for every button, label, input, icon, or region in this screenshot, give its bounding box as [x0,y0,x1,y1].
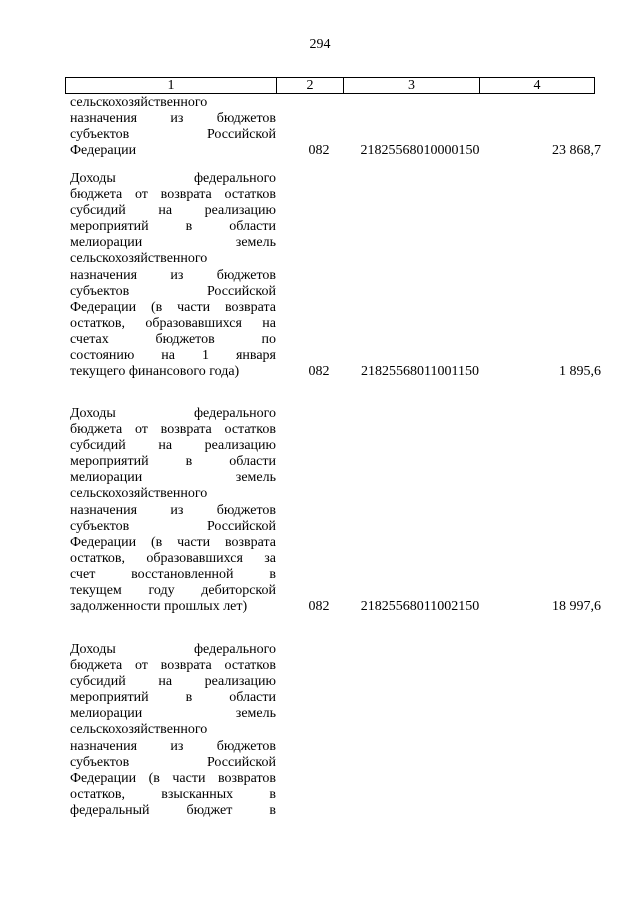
description-line: текущем году дебиторской [70,583,276,599]
description-line: счет восстановленной в [70,566,276,582]
row-description [70,171,276,380]
row-admin-code: 082 [308,599,330,615]
row-description [70,642,276,819]
description-line: Доходы федерального [70,642,276,657]
description-line: мероприятий в области [70,690,276,706]
description-line: счетах бюджетов по [70,331,276,347]
row-admin-code: 082 [308,364,330,380]
description-line: мероприятий в области [70,454,276,470]
description-line: назначения из бюджетов [70,738,276,754]
column-1-header: 1 [66,78,277,94]
column-3-header: 3 [344,78,480,94]
description-line: сельскохозяйственного [70,486,208,502]
description-line: Федерации (в части возврата [70,299,276,315]
row-kbk-code: 21825568011001150 [361,364,479,380]
column-4-header: 4 [480,78,595,94]
row-amount: 18 997,6 [552,599,601,615]
description-line: субъектов Российской [70,518,276,534]
description-line: федеральный бюджет в [70,802,276,818]
description-line: Доходы федерального [70,171,276,186]
description-line: бюджета от возврата остатков [70,658,276,674]
description-line: субсидий на реализацию [70,203,276,219]
description-line: мелиорации земель [70,706,276,722]
table-header [65,77,595,94]
description-line: бюджета от возврата остатков [70,187,276,203]
table-row [65,406,605,636]
row-amount: 23 868,7 [552,143,601,159]
row-admin-code: 082 [308,143,330,159]
description-line: мелиорации земель [70,470,276,486]
table-row [65,171,605,401]
row-amount: 1 895,6 [559,364,601,380]
table-row [65,642,605,842]
column-2-header: 2 [277,78,344,94]
description-line: состоянию на 1 января [70,348,276,364]
description-line: текущего финансового года) [70,364,240,380]
description-line: сельскохозяйственного [70,95,208,110]
description-line: мелиорации земель [70,235,276,251]
row-description [70,95,276,159]
description-line: субъектов Российской [70,283,276,299]
description-line: бюджета от возврата остатков [70,422,276,438]
description-line: назначения из бюджетов [70,502,276,518]
page-number: 294 [309,37,331,52]
description-line: остатков, образовавшихся за [70,550,276,566]
description-line: субъектов Российской [70,754,276,770]
description-line: Федерации (в части возврата [70,534,276,550]
description-line: Доходы федерального [70,406,276,421]
description-line: сельскохозяйственного [70,722,208,738]
description-line: субсидий на реализацию [70,438,276,454]
row-kbk-code: 21825568011002150 [360,599,480,615]
description-line: назначения из бюджетов [70,111,276,127]
description-line: остатков, образовавшихся на [70,315,276,331]
row-description [70,406,276,615]
table-row [65,95,605,165]
description-line: мероприятий в области [70,219,276,235]
description-line: субсидий на реализацию [70,674,276,690]
description-line: Федерации (в части возвратов [70,770,276,786]
description-line: сельскохозяйственного [70,251,208,267]
description-line: назначения из бюджетов [70,267,276,283]
row-kbk-code: 21825568010000150 [360,143,480,159]
description-line: Федерации [70,143,137,159]
description-line: субъектов Российской [70,127,276,143]
description-line: остатков, взысканных в [70,786,276,802]
description-line: задолженности прошлых лет) [70,599,248,615]
